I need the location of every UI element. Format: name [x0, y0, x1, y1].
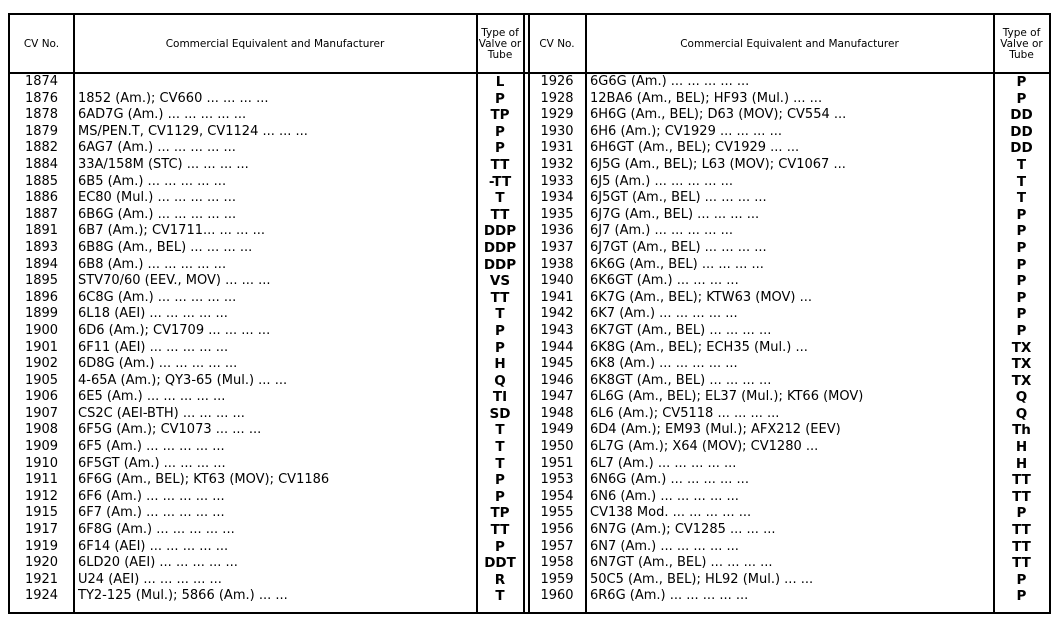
valve-type: P: [1016, 289, 1027, 306]
valve-type: T: [1016, 173, 1027, 190]
cv-number: 1953: [540, 472, 574, 488]
commercial-equivalent: 6C8G (Am.) ... ... ... ... ...: [78, 289, 237, 305]
valve-type: T: [495, 455, 505, 472]
valve-type: TT: [1012, 522, 1031, 539]
cv-number: 1958: [540, 555, 574, 571]
cv-number: 1951: [540, 455, 574, 471]
commercial-equivalent: 6F11 (AEI) ... ... ... ... ...: [78, 339, 229, 355]
commercial-equivalent: 6F6 (Am.) ... ... ... ... ...: [78, 488, 225, 504]
cv-number: 1949: [540, 422, 574, 438]
left-cv-column: [10, 74, 73, 612]
header-type-left: Type of Valve or Tube: [478, 26, 522, 61]
rule: [523, 15, 525, 612]
commercial-equivalent: 6K6GT (Am.) ... ... ... ...: [590, 273, 739, 289]
header-cv-no-right: CV No.: [539, 37, 575, 50]
valve-type: Q: [1015, 405, 1028, 422]
cv-number: 1891: [24, 223, 59, 239]
valve-type: P: [1016, 322, 1027, 339]
commercial-equivalent: 6K7G (Am., BEL); KTW63 (MOV) ...: [590, 289, 813, 305]
commercial-equivalent: EC80 (Mul.) ... ... ... ... ...: [78, 190, 236, 206]
commercial-equivalent: 6L6G (Am., BEL); EL37 (Mul.); KT66 (MOV): [590, 389, 864, 405]
valve-type: Th: [1012, 422, 1031, 439]
commercial-equivalent: U24 (AEI) ... ... ... ... ...: [78, 571, 222, 587]
commercial-equivalent: 6R6G (Am.) ... ... ... ... ...: [590, 588, 749, 604]
commercial-equivalent: 6F5 (Am.) ... ... ... ... ...: [78, 439, 225, 455]
commercial-equivalent: 6B7 (Am.); CV1711... ... ... ...: [78, 223, 265, 239]
commercial-equivalent: 33A/158M (STC) ... ... ... ...: [78, 156, 249, 172]
commercial-equivalent: 12BA6 (Am., BEL); HF93 (Mul.) ... ...: [590, 90, 823, 106]
header-commercial-right: Commercial Equivalent and Manufacturer: [680, 37, 899, 50]
cv-number: 1878: [24, 107, 59, 123]
valve-type: TT: [1012, 472, 1031, 489]
valve-type: TI: [492, 389, 508, 406]
valve-type: DD: [1010, 140, 1033, 157]
cv-number: 1901: [24, 339, 59, 355]
commercial-equivalent: 6F8G (Am.) ... ... ... ... ...: [78, 522, 235, 538]
commercial-equivalent: 6K7GT (Am., BEL) ... ... ... ...: [590, 322, 772, 338]
commercial-equivalent: 6J5G (Am., BEL); L63 (MOV); CV1067 ...: [590, 156, 846, 172]
commercial-equivalent: 6N6 (Am.) ... ... ... ... ...: [590, 488, 739, 504]
commercial-equivalent: 6J7GT (Am., BEL) ... ... ... ...: [590, 239, 767, 255]
valve-type: P: [495, 538, 505, 555]
commercial-equivalent: CV138 Mod. ... ... ... ... ...: [590, 505, 752, 521]
cv-number: 1959: [540, 571, 574, 587]
cv-number: 1906: [24, 389, 59, 405]
valve-type: P: [495, 322, 505, 339]
commercial-equivalent: 6N7GT (Am., BEL) ... ... ... ...: [590, 555, 773, 571]
commercial-equivalent: 6K6G (Am., BEL) ... ... ... ...: [590, 256, 764, 272]
commercial-equivalent: 6J7G (Am., BEL) ... ... ... ...: [590, 206, 760, 222]
valve-type: P: [495, 90, 505, 107]
cv-number: 1896: [24, 289, 59, 305]
valve-type: H: [1015, 439, 1028, 456]
right-description-column: [586, 74, 993, 612]
commercial-equivalent: 6F6G (Am., BEL); KT63 (MOV); CV1186: [78, 472, 330, 488]
valve-type: P: [1016, 256, 1027, 273]
valve-type: P: [495, 140, 505, 157]
commercial-equivalent: 6F7 (Am.) ... ... ... ... ...: [78, 505, 225, 521]
cv-number: 1940: [540, 273, 574, 289]
commercial-equivalent: 6F14 (AEI) ... ... ... ... ...: [78, 538, 229, 554]
valve-type: SD: [489, 405, 511, 422]
valve-type: T: [495, 422, 505, 439]
valve-type: P: [1016, 90, 1027, 107]
commercial-equivalent: TY2-125 (Mul.); 5866 (Am.) ... ...: [78, 588, 288, 604]
commercial-equivalent: 6J5 (Am.) ... ... ... ... ...: [590, 173, 733, 189]
commercial-equivalent: 6D8G (Am.) ... ... ... ... ...: [78, 356, 238, 372]
valve-type: P: [1016, 588, 1027, 605]
valve-type: TX: [1011, 339, 1032, 356]
valve-type: P: [1016, 571, 1027, 588]
cv-number: 1942: [540, 306, 574, 322]
cv-number: 1905: [24, 372, 59, 388]
header-type-right: Type of Valve or Tube: [1000, 26, 1043, 61]
commercial-equivalent: 6G6G (Am.) ... ... ... ... ...: [590, 74, 750, 89]
valve-type: P: [1016, 239, 1027, 256]
cv-number: 1919: [24, 538, 59, 554]
valve-type: P: [1016, 74, 1027, 90]
valve-type: TX: [1011, 372, 1032, 389]
valve-type: P: [495, 488, 505, 505]
cv-number: 1956: [540, 522, 574, 538]
commercial-equivalent: CS2C (AEI-BTH) ... ... ... ...: [78, 405, 245, 421]
commercial-equivalent: 6B8G (Am., BEL) ... ... ... ...: [78, 239, 253, 255]
valve-type: Q: [1015, 389, 1028, 406]
cv-number: 1876: [24, 90, 59, 106]
valve-type: R: [494, 571, 506, 588]
commercial-equivalent: 6F5G (Am.); CV1073 ... ... ...: [78, 422, 262, 438]
commercial-equivalent: 6AG7 (Am.) ... ... ... ... ...: [78, 140, 236, 156]
valve-type: T: [1016, 156, 1027, 173]
commercial-equivalent: 6B5 (Am.) ... ... ... ... ...: [78, 173, 227, 189]
valve-type: TT: [1012, 555, 1031, 572]
commercial-equivalent: 6J7 (Am.) ... ... ... ... ...: [590, 223, 733, 239]
valve-type: L: [495, 74, 505, 90]
cv-number: 1895: [24, 273, 59, 289]
commercial-equivalent: 50C5 (Am., BEL); HL92 (Mul.) ... ...: [590, 571, 814, 587]
cv-number: 1931: [540, 140, 574, 156]
commercial-equivalent: 6H6G (Am., BEL); D63 (MOV); CV554 ...: [590, 107, 847, 123]
commercial-equivalent: 6K8G (Am., BEL); ECH35 (Mul.) ...: [590, 339, 808, 355]
cv-number: 1941: [540, 289, 574, 305]
commercial-equivalent: STV70/60 (EEV., MOV) ... ... ...: [78, 273, 271, 289]
valve-type: TP: [490, 107, 510, 124]
valve-type: T: [495, 306, 505, 323]
commercial-equivalent: 6L6 (Am.); CV5118 ... ... ... ...: [590, 405, 780, 421]
commercial-equivalent: 1852 (Am.); CV660 ... ... ... ...: [78, 90, 269, 106]
cv-number: 1929: [540, 107, 574, 123]
cv-number: 1944: [540, 339, 574, 355]
commercial-equivalent: 6L7G (Am.); X64 (MOV); CV1280 ...: [590, 439, 819, 455]
valve-type: P: [495, 339, 505, 356]
commercial-equivalent: 6N6G (Am.) ... ... ... ... ...: [590, 472, 749, 488]
cv-number: 1900: [24, 322, 59, 338]
valve-type: T: [495, 588, 505, 605]
cv-number: 1924: [24, 588, 59, 604]
commercial-equivalent: 6J5GT (Am., BEL) ... ... ... ...: [590, 190, 767, 206]
header-cv-no-left: CV No.: [23, 37, 60, 50]
valve-type: P: [1016, 206, 1027, 223]
cv-number: 1935: [540, 206, 574, 222]
valve-type: DD: [1010, 123, 1033, 140]
commercial-equivalent: 6B6G (Am.) ... ... ... ... ...: [78, 206, 237, 222]
cv-number: 1960: [540, 588, 574, 604]
cv-number: 1921: [24, 571, 59, 587]
cv-number: 1920: [24, 555, 59, 571]
cv-number: 1936: [540, 223, 574, 239]
cv-number: 1930: [540, 123, 574, 139]
cv-number: 1882: [24, 140, 59, 156]
valve-type: TT: [490, 206, 510, 223]
valve-type: P: [495, 123, 505, 140]
valve-type: TT: [490, 156, 510, 173]
cv-number: 1946: [540, 372, 574, 388]
commercial-equivalent: 6K7 (Am.) ... ... ... ... ...: [590, 306, 738, 322]
commercial-equivalent: 6D4 (Am.); EM93 (Mul.); AFX212 (EEV): [590, 422, 841, 438]
valve-type: TT: [1012, 538, 1031, 555]
cv-number: 1894: [24, 256, 59, 272]
commercial-equivalent: 4-65A (Am.); QY3-65 (Mul.) ... ...: [78, 372, 288, 388]
commercial-equivalent: 6H6 (Am.); CV1929 ... ... ... ...: [590, 123, 782, 139]
cv-number: 1948: [540, 405, 574, 421]
right-cv-column: [529, 74, 585, 612]
cv-number: 1943: [540, 322, 574, 338]
cv-number: 1887: [24, 206, 59, 222]
valve-type: P: [1016, 306, 1027, 323]
cv-number: 1933: [540, 173, 574, 189]
commercial-equivalent: 6K8GT (Am., BEL) ... ... ... ...: [590, 372, 772, 388]
valve-type: P: [495, 472, 505, 489]
cv-number: 1915: [24, 505, 59, 521]
left-type-column: [477, 74, 523, 612]
cv-number: 1937: [540, 239, 574, 255]
cv-number: 1912: [24, 488, 59, 504]
commercial-equivalent: 6AD7G (Am.) ... ... ... ... ...: [78, 107, 247, 123]
valve-type: TP: [490, 505, 510, 522]
cv-number: 1902: [24, 356, 59, 372]
cv-number: 1947: [540, 389, 574, 405]
commercial-equivalent: [74, 74, 476, 91]
cv-number: 1899: [24, 306, 59, 322]
valve-type: T: [495, 190, 505, 207]
cv-number: 1926: [540, 74, 574, 89]
cv-number: 1945: [540, 356, 574, 372]
cv-number: 1886: [24, 190, 59, 206]
commercial-equivalent: 6L7 (Am.) ... ... ... ... ...: [590, 455, 737, 471]
cv-number: 1954: [540, 488, 574, 504]
commercial-equivalent: 6H6GT (Am., BEL); CV1929 ... ...: [590, 140, 800, 156]
commercial-equivalent: 6B8 (Am.) ... ... ... ... ...: [78, 256, 227, 272]
cv-number: 1909: [24, 439, 59, 455]
valve-type: VS: [489, 273, 511, 290]
valve-type: DDP: [483, 223, 517, 240]
cv-number: 1879: [24, 123, 59, 139]
cv-number: 1885: [24, 173, 59, 189]
right-type-column: [994, 74, 1049, 612]
commercial-equivalent: 6D6 (Am.); CV1709 ... ... ... ...: [78, 322, 271, 338]
valve-type: DDP: [483, 239, 517, 256]
valve-type: H: [494, 356, 506, 373]
valve-type: T: [495, 439, 505, 456]
cv-number: 1917: [24, 522, 59, 538]
cv-number: 1932: [540, 156, 574, 172]
commercial-equivalent: 6N7G (Am.); CV1285 ... ... ...: [590, 522, 776, 538]
cv-number: 1908: [24, 422, 59, 438]
cv-number: 1934: [540, 190, 574, 206]
commercial-equivalent: MS/PEN.T, CV1129, CV1124 ... ... ...: [78, 123, 308, 139]
valve-table: [8, 13, 1051, 614]
valve-type: TT: [490, 289, 510, 306]
commercial-equivalent: 6LD20 (AEI) ... ... ... ... ...: [78, 555, 238, 571]
cv-number: 1884: [24, 156, 59, 172]
valve-type: H: [1015, 455, 1028, 472]
valve-type: TX: [1011, 356, 1032, 373]
commercial-equivalent: 6N7 (Am.) ... ... ... ... ...: [590, 538, 739, 554]
valve-type: T: [1016, 190, 1027, 207]
commercial-equivalent: 6E5 (Am.) ... ... ... ... ...: [78, 389, 226, 405]
cv-number: 1950: [540, 439, 574, 455]
valve-type: TT: [1012, 488, 1031, 505]
commercial-equivalent: 6K8 (Am.) ... ... ... ... ...: [590, 356, 738, 372]
valve-type: DDP: [483, 256, 517, 273]
valve-type: TT: [490, 522, 510, 539]
cv-number: 1893: [24, 239, 59, 255]
cv-number: 1907: [24, 405, 59, 421]
cv-number: 1938: [540, 256, 574, 272]
cv-number: 1874: [24, 74, 59, 89]
header-commercial-left: Commercial Equivalent and Manufacturer: [165, 37, 385, 50]
valve-type: P: [1016, 505, 1027, 522]
cv-number: 1910: [24, 455, 59, 471]
cv-number: 1911: [24, 472, 59, 488]
valve-type: DD: [1010, 107, 1033, 124]
valve-type: Q: [494, 372, 506, 389]
valve-type: DDT: [484, 555, 516, 572]
valve-type: -TT: [488, 173, 512, 190]
left-description-column: [74, 74, 476, 612]
cv-number: 1928: [540, 90, 574, 106]
commercial-equivalent: 6L18 (AEI) ... ... ... ... ...: [78, 306, 228, 322]
cv-number: 1955: [540, 505, 574, 521]
commercial-equivalent: 6F5GT (Am.) ... ... ... ...: [78, 455, 226, 471]
cv-number: 1957: [540, 538, 574, 554]
valve-type: P: [1016, 223, 1027, 240]
valve-type: P: [1016, 273, 1027, 290]
